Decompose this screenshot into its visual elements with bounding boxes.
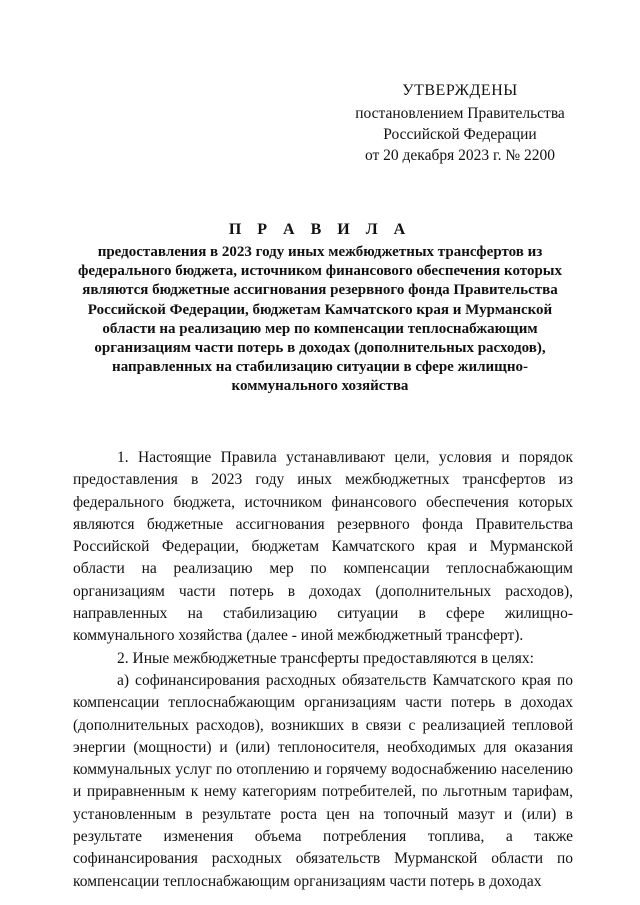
approval-stamp: [330, 80, 590, 166]
approval-line-2: Российской Федерации: [383, 126, 537, 143]
approval-line-3: от 20 декабря 2023 г. № 2200: [364, 147, 556, 164]
document-subtitle: предоставления в 2023 году иных межбюджетных трансфертов из федерального бюджета, источником финансового обеспечения которых являются бюджетные ассигнования резервного фонда Правительства Российской Федерации, бюджетам Камчатского края и Мурманской области на реализацию мер по компенсации теплоснабжающим организациям части потерь в доходах (дополнительных расходов), направленных на стабилизацию ситуации в сфере жилищно-коммунального хозяйства: [77, 244, 562, 395]
document-title: П Р А В И Л А: [228, 221, 412, 238]
paragraph-2a: а) софинансирования расходных обязательств Камчатского края по компенсации теплоснабжающим организациям части потерь в доходах (дополнительных расходов), возникших в связи с реализацией тепловой энергии (мощности) и (или) теплоносителя, необходимых для оказания коммунальных услуг по отоплению и горячему водоснабжению населению и приравненным к нему категориям потребителей, по льготным тарифам, установленным в результате роста цен на топочный мазут и (или) в результате изменения объема потребления топлива, а также софинансирования расходных обязательств Мурманской области по компенсации теплоснабжающим организациям части потерь в доходах: [73, 671, 573, 890]
paragraph-1: 1. Настоящие Правила устанавливают цели, условия и порядок предоставления в 2023 году иных межбюджетных трансфертов из федерального бюджета, источником финансового обеспечения которых являются бюджетные ассигнования резервного фонда Правительства Российской Федерации, бюджетам Камчатского края и Мурманской области на реализацию мер по компенсации теплоснабжающим организациям части потерь в доходах (дополнительных расходов), направленных на стабилизацию ситуации в сфере жилищно-коммунального хозяйства (далее - иной межбюджетный трансферт).: [73, 449, 573, 645]
paragraph-2: 2. Иные межбюджетные трансферты предоставляются в целях:: [117, 649, 534, 667]
approval-line-1: постановлением Правительства: [355, 105, 565, 122]
approval-heading: УТВЕРЖДЕНЫ: [402, 82, 518, 99]
document-body: [73, 447, 573, 893]
